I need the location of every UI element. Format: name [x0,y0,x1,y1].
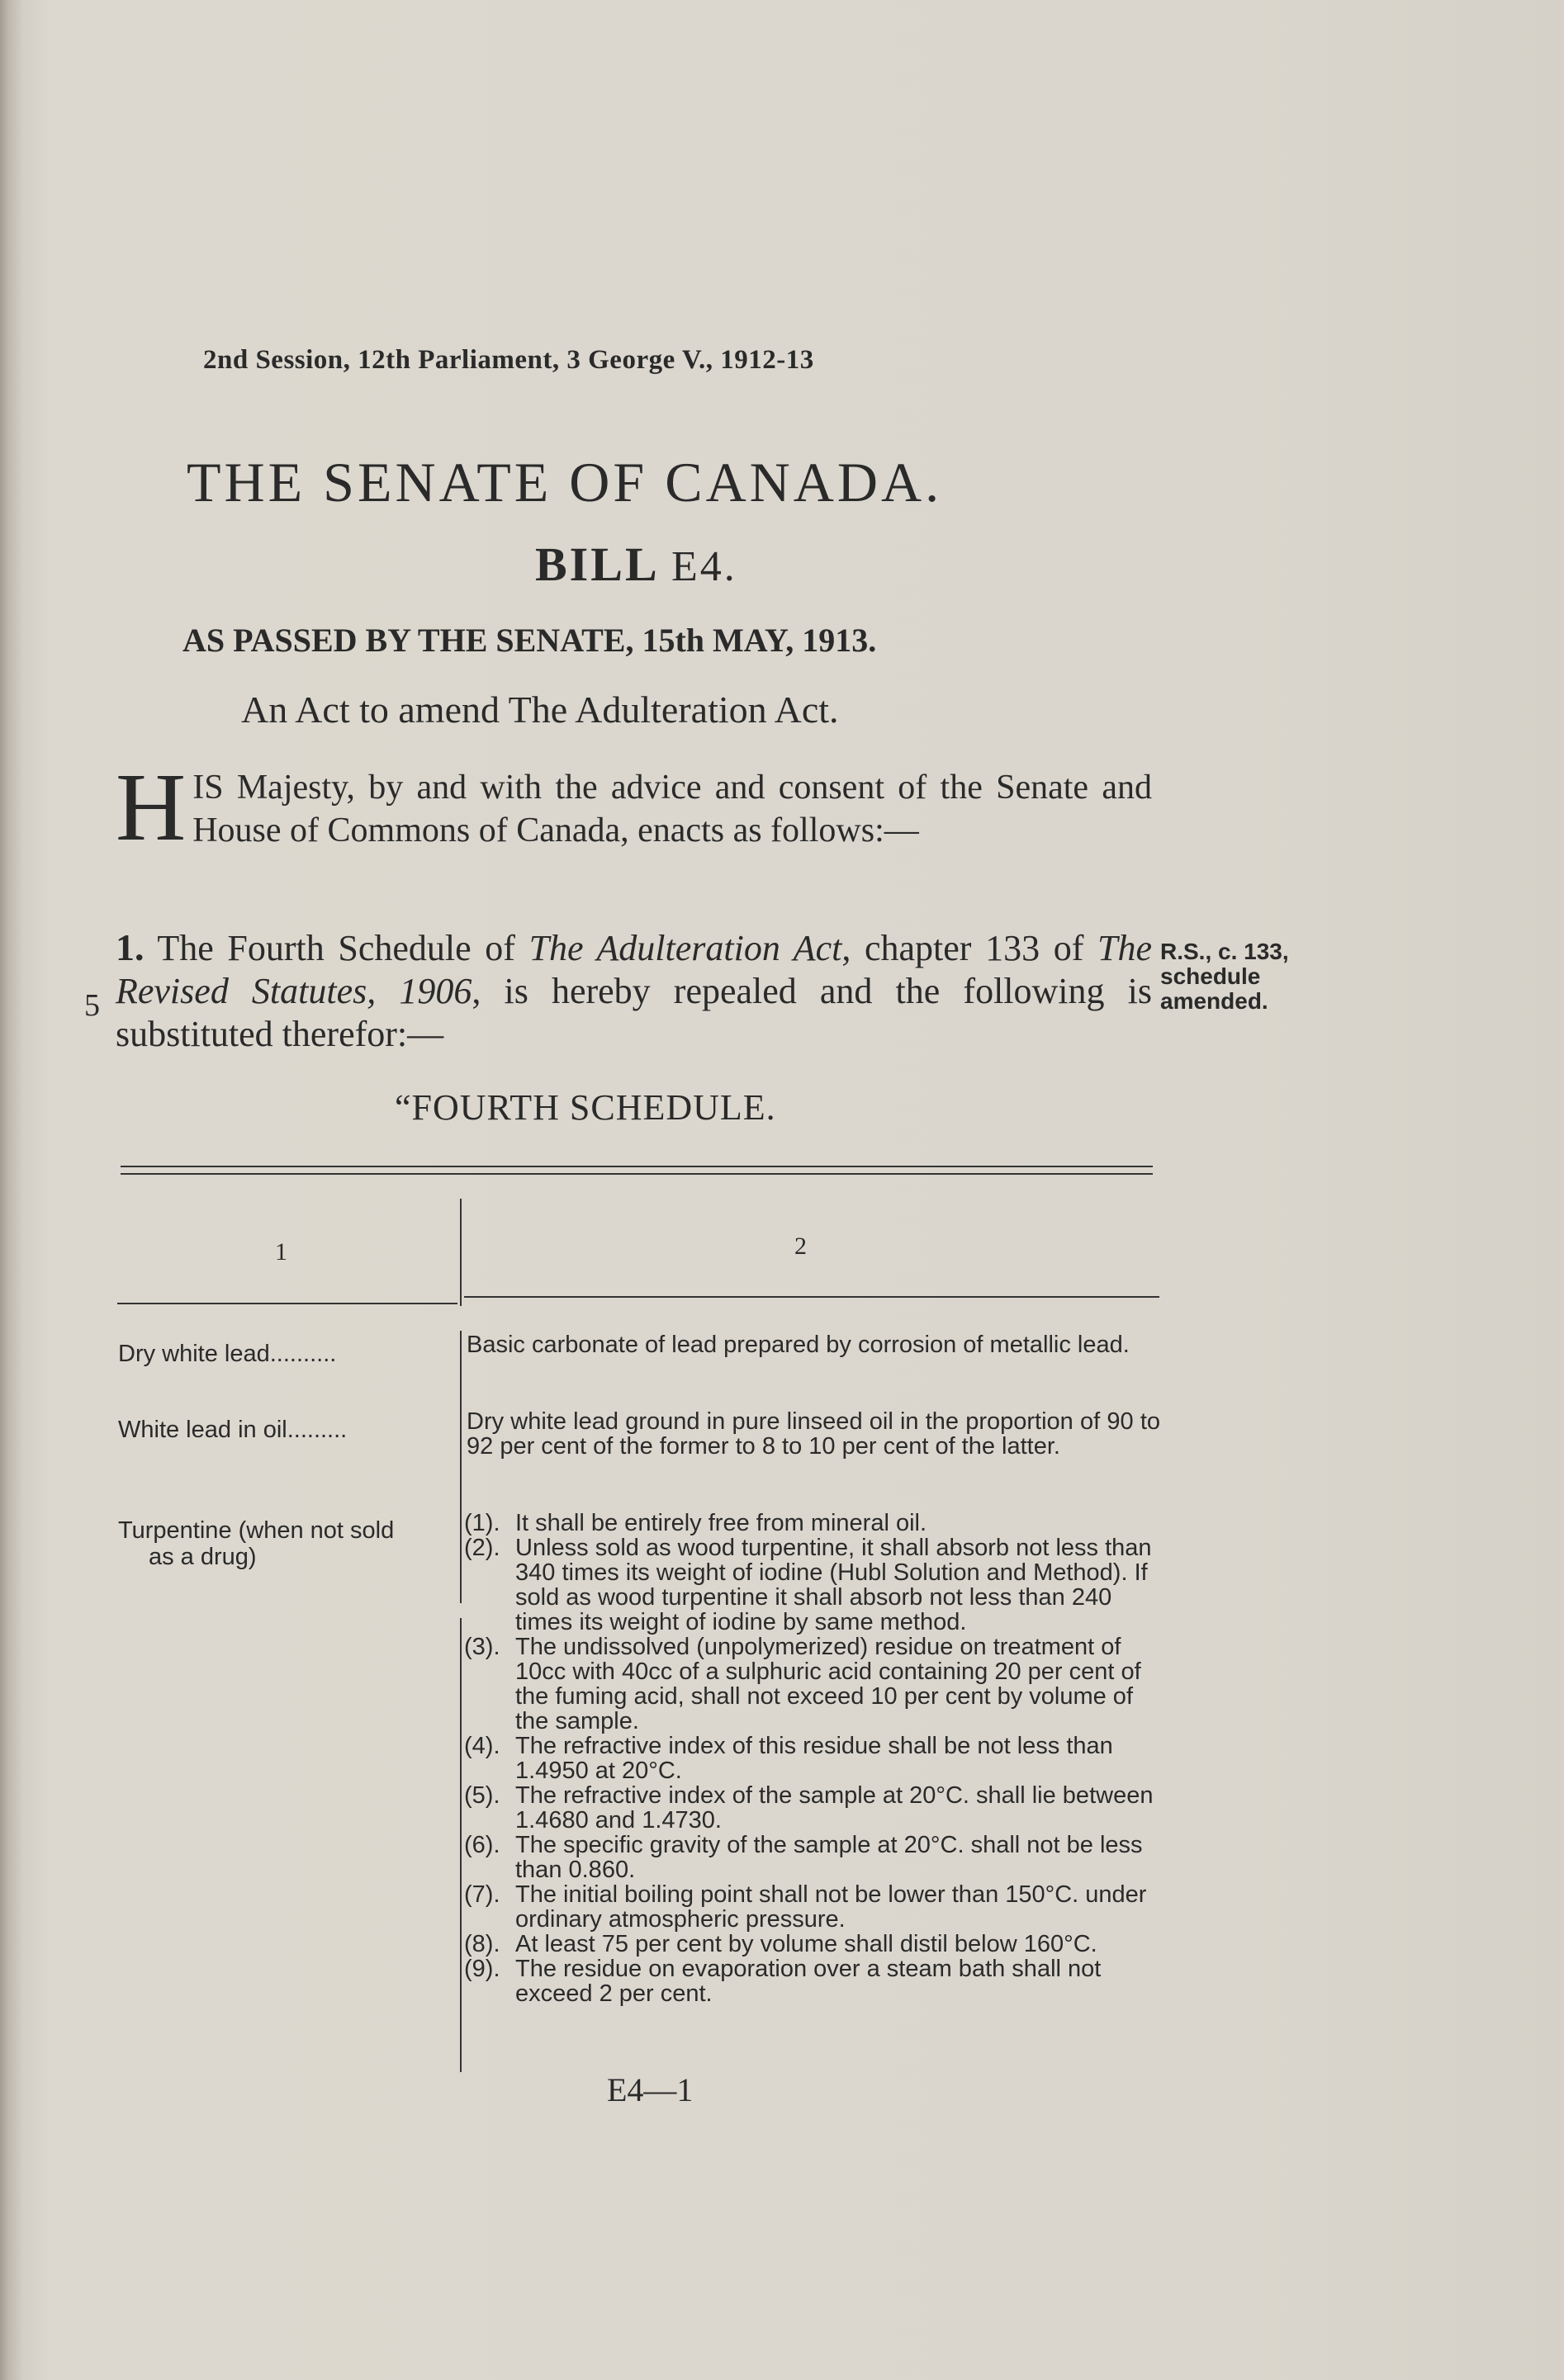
schedule-top-rule [121,1166,1153,1167]
column-divider [460,1618,462,2072]
list-item [464,1783,1163,1833]
item-name: Turpentine (when not sold [118,1517,395,1544]
item-number: (4). [464,1733,500,1759]
enacting-text: IS Majesty, by and with the advice and consent of the Senate and House of Commons of Canada, enacts as follows:— [192,769,1152,849]
item-number: (1). [464,1510,500,1536]
item-text: The specific gravity of the sample at 20°C. shall not be less than 0.860. [515,1832,1143,1883]
list-item [464,1833,1163,1882]
drop-cap: H [116,753,187,861]
item-number: (6). [464,1832,500,1858]
session-line: 2nd Session, 12th Parliament, 3 George V., 1912-13 [203,345,814,375]
item-name: Dry white lead.......... [118,1341,337,1367]
item-number: (3). [464,1634,500,1660]
item-text: At least 75 per cent by volume shall distil below 160°C. [515,1931,1097,1957]
list-item [464,1882,1163,1932]
bill-number: E4. [671,543,737,590]
margin-note-line: schedule [1160,963,1261,989]
item-number: (2). [464,1535,500,1561]
column-header-2: 2 [794,1233,807,1260]
margin-note-line: R.S., c. 133, [1160,939,1289,964]
column-divider [460,1331,462,1603]
item-text: The refractive index of the sample at 20°C. shall lie between 1.4680 and 1.4730. [515,1782,1154,1833]
line-number: 5 [84,988,100,1023]
list-item [464,1957,1163,2006]
item-name: White lead in oil......... [118,1417,348,1443]
schedule-title: “FOURTH SCHEDULE. [395,1087,776,1128]
item-number: (8). [464,1931,500,1957]
section-text-a: The Fourth Schedule of [157,928,529,968]
schedule-top-rule [121,1173,1153,1175]
section-1 [116,926,1152,1056]
bill-heading [535,537,737,592]
item-text: The initial boiling point shall not be lower than 150°C. under ordinary atmospheric pressure. [515,1881,1147,1933]
header-rule [117,1303,457,1304]
item-number: (7). [464,1881,500,1908]
item-description [467,1409,1160,1459]
item-name-continued: as a drug) [149,1544,257,1570]
bill-label: BILL [535,537,657,591]
margin-note [1160,939,1289,1014]
item-text: Unless sold as wood turpentine, it shall absorb not less than 340 times its weight of iodine (Hubl Solution and Method). If sold as wood turpentine it shall absorb not less than 240 times its weight of iodine by same method. [515,1535,1152,1635]
item-text: The residue on evaporation over a steam bath shall not exceed 2 per cent. [515,1956,1102,2007]
section-text-c: , is hereby repealed and the following is substituted therefor:— [116,971,1152,1054]
item-text: The undissolved (unpolymerized) residue on treatment of 10cc with 40cc of a sulphuric acid containing 20 per cent of the fuming acid, shall not exceed 10 per cent by volume of the sample. [515,1634,1141,1734]
turpentine-requirements [464,1511,1163,2006]
enacting-clause [116,753,1152,861]
header-rule [464,1296,1159,1298]
list-item [464,1511,1163,1535]
passed-line: AS PASSED BY THE SENATE, 15th MAY, 1913. [182,622,877,659]
section-number: 1. [116,926,145,968]
page-reference: E4—1 [607,2071,694,2108]
item-description [467,1332,1160,1357]
column-divider [460,1199,462,1306]
list-item [464,1635,1163,1734]
list-item [464,1734,1163,1783]
item-number: (5). [464,1782,500,1809]
senate-heading: THE SENATE OF CANADA. [187,451,943,513]
act-name: The Adulteration Act [528,928,842,968]
item-number: (9). [464,1956,500,1982]
statutes-name: The Revised Statutes, 1906 [116,928,1152,1011]
section-text-b: , chapter 133 of [841,928,1097,968]
item-text: The refractive index of this residue shall be not less than 1.4950 at 20°C. [515,1733,1113,1784]
act-title: An Act to amend The Adulteration Act. [241,688,839,731]
item-text: It shall be entirely free from mineral oil. [515,1510,927,1536]
list-item [464,1535,1163,1635]
column-header-1: 1 [275,1238,287,1266]
item-description-text: Basic carbonate of lead prepared by corrosion of metallic lead. [467,1332,1130,1358]
list-item [464,1932,1163,1957]
item-description-text: Dry white lead ground in pure linseed oil in the proportion of 90 to 92 per cent of the former to 8 to 10 per cent of the latter. [467,1408,1160,1460]
margin-note-line: amended. [1160,988,1268,1014]
